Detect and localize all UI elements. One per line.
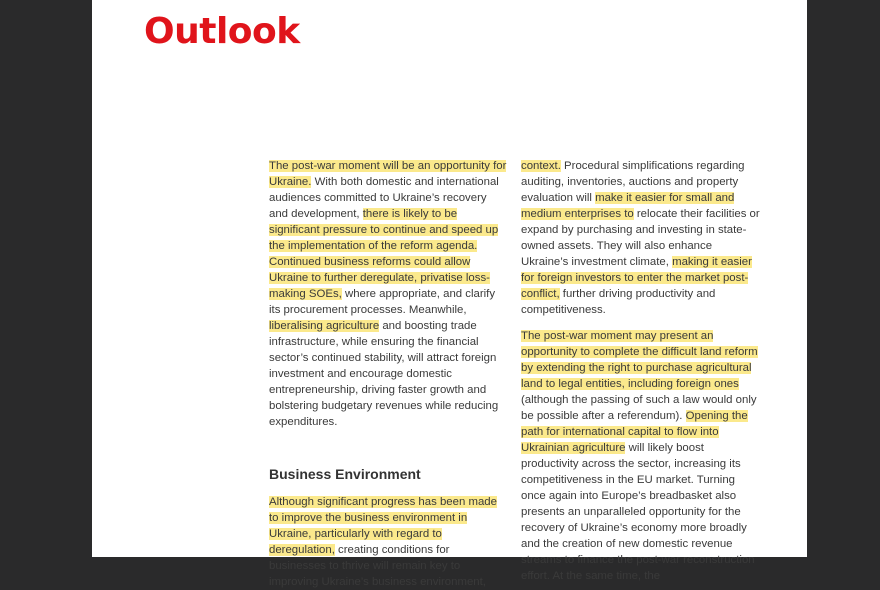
body-text: With both domestic and international audiences committed to Ukraine’s recovery and development, [269, 176, 499, 220]
page-title: Outlook [144, 11, 300, 52]
body-text: They will also enhance Ukraine’s investment climate, [521, 240, 713, 268]
highlighted-text: Although significant progress has been made to improve the business environment in Ukraine, particularly with regard to deregulation, [269, 496, 497, 556]
section-heading-business-environment: Business Environment [269, 466, 421, 482]
highlighted-text: context. [521, 160, 561, 172]
paragraph-procedural-simplifications [521, 158, 761, 318]
body-text: where appropriate, and clarify its procurement processes. Meanwhile, [269, 288, 496, 316]
highlighted-text: The post-war moment will be an opportunity for Ukraine. [269, 160, 507, 188]
highlighted-text: The post-war moment may present an opportunity to complete the difficult land reform by extending the right to purchase agricultural land to legal entities, including foreign ones [521, 330, 758, 390]
highlighted-text: liberalising agriculture [269, 320, 380, 332]
highlighted-text: make it easier for small and medium enterprises to [521, 192, 735, 220]
highlighted-text: there is likely to be significant pressure to continue and speed up the implementation of the reform agenda. Continued business reforms could allow Ukraine to further deregulate, privatise loss-making SOEs, [269, 208, 499, 300]
highlighted-text: Opening the path for international capital to flow into Ukrainian agriculture [521, 410, 748, 454]
body-text: relocate their facilities or expand by purchasing and investing in state-owned assets. [521, 208, 760, 252]
document-page [92, 0, 807, 588]
body-text: Procedural simplifications regarding auditing, inventories, auctions and property evaluation will [521, 160, 745, 204]
paragraph-post-war-opportunity [269, 158, 507, 430]
paragraph-land-reform [521, 328, 761, 584]
body-text: will likely boost productivity across the sector, increasing its competitiveness in the EU market. Turning once again into Europe’s breadbasket also presents an unparalleled opportunity for the recovery of Ukraine’s economy more broadly and the creation of new domestic revenue streams to finance the post-war reconstruction effort. At the same time, the [521, 442, 755, 582]
body-text: further driving productivity and competitiveness. [521, 288, 716, 316]
body-text: and boosting trade infrastructure, while ensuring the financial sector’s continued stability, will attract foreign investment and encourage domestic entrepreneurship, driving faster growth and bolstering budgetary revenues while reducing expenditures. [269, 320, 499, 428]
right-column [521, 158, 761, 584]
body-text: creating conditions for businesses to thrive will remain key to improving Ukraine’s business environment, [269, 544, 486, 588]
highlighted-text: making it easier for foreign investors to enter the market post-conflict, [521, 256, 752, 300]
left-column [269, 158, 507, 590]
paragraph-business-environment [269, 494, 507, 590]
body-text: (although the passing of such a law would only be possible after a referendum). [521, 394, 757, 422]
